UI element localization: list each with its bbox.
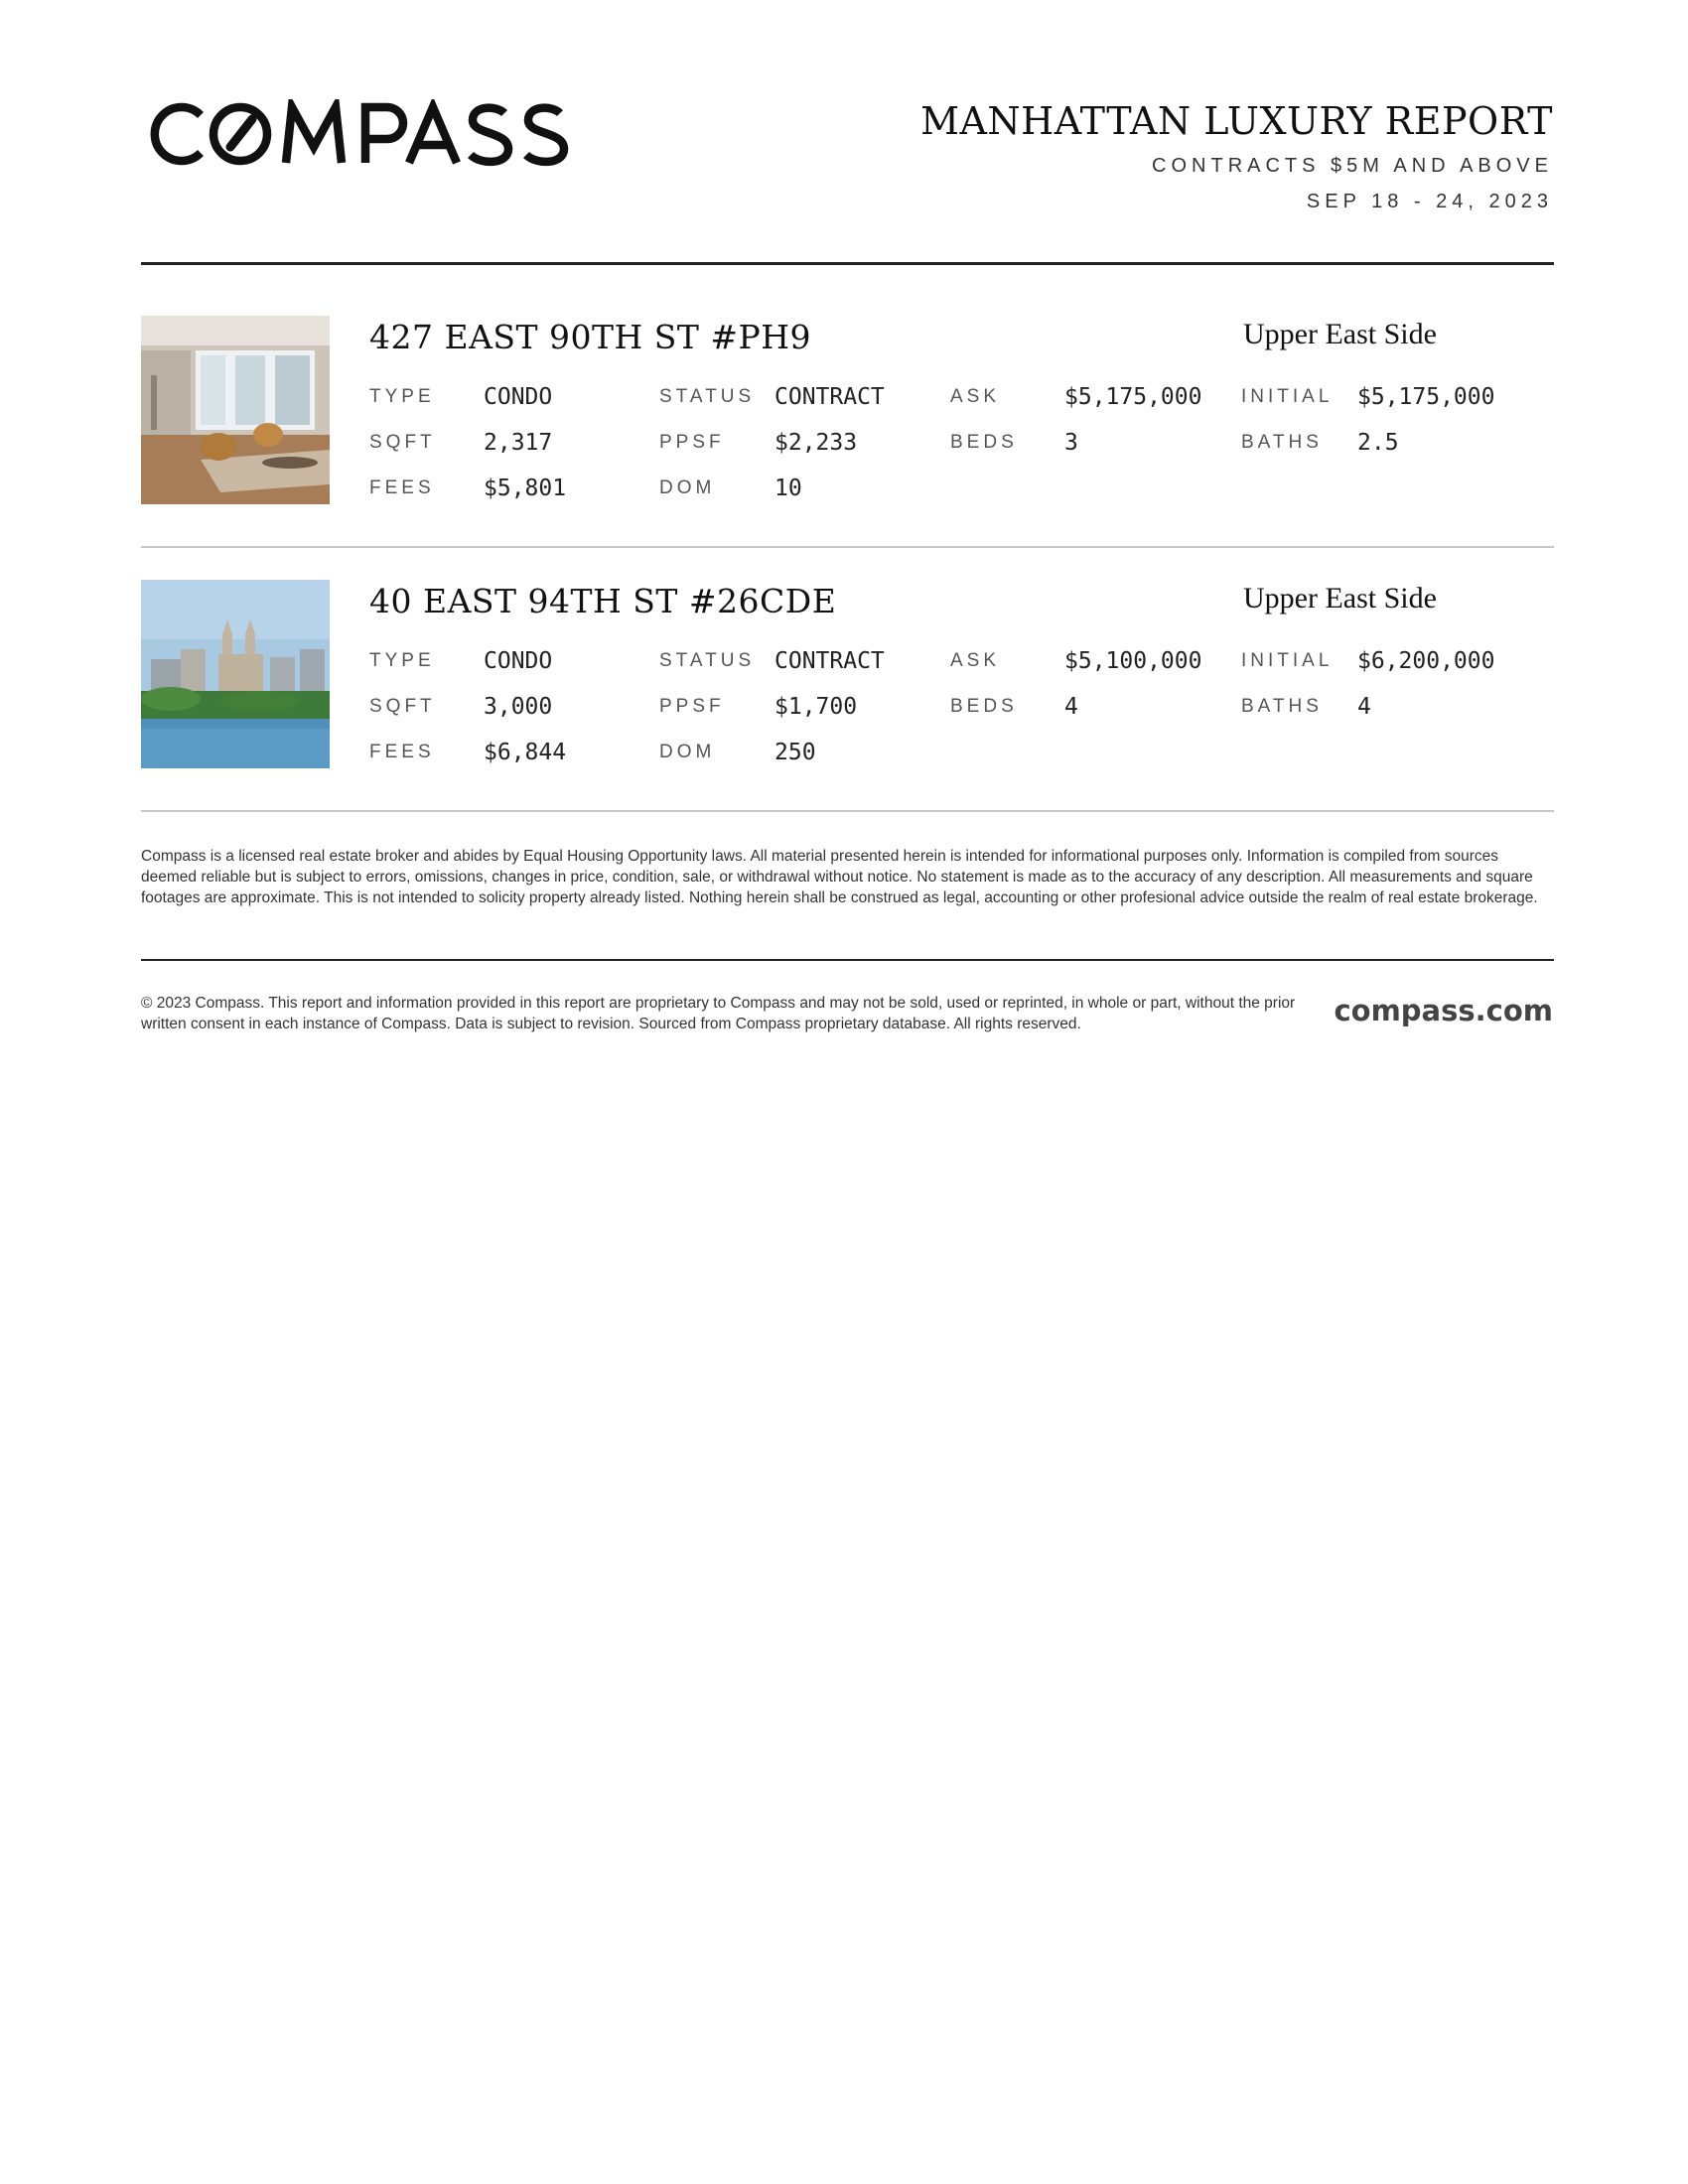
- type-label: TYPE: [369, 650, 435, 671]
- compass-logo: [143, 99, 570, 169]
- ppsf-label: PPSF: [659, 432, 725, 453]
- dom-label: DOM: [659, 742, 716, 762]
- beds-label: BEDS: [950, 432, 1018, 453]
- ask-value: $5,175,000: [1064, 384, 1202, 410]
- initial-label: INITIAL: [1241, 386, 1334, 407]
- ppsf-label: PPSF: [659, 696, 725, 717]
- sqft-value: 2,317: [484, 430, 553, 456]
- beds-value: 3: [1064, 430, 1078, 456]
- dom-value: 250: [774, 740, 816, 765]
- listing-card: [141, 316, 1554, 549]
- type-label: TYPE: [369, 386, 435, 407]
- report-subtitle: CONTRACTS $5M AND ABOVE: [1152, 155, 1553, 177]
- dom-value: 10: [774, 476, 802, 501]
- copyright-notice: © 2023 Compass. This report and information provided in this report are proprietary to Compass and may not be sold, used or reprinted, in whole or part, without the prior written consent in each instance of Compass. Data is subject to revision. Sourced from Compass proprietary database. All rights reserved.: [141, 995, 1296, 1032]
- baths-label: BATHS: [1241, 432, 1323, 453]
- central-park-reservoir-photo: [141, 580, 330, 768]
- sqft-value: 3,000: [484, 694, 553, 720]
- footer-divider: [141, 959, 1554, 961]
- fees-label: FEES: [369, 742, 435, 762]
- listing-address: 40 EAST 94TH ST #26CDE: [369, 582, 837, 620]
- sqft-label: SQFT: [369, 432, 436, 453]
- initial-value: $5,175,000: [1357, 384, 1495, 410]
- fees-value: $6,844: [484, 740, 567, 765]
- ask-label: ASK: [950, 386, 1001, 407]
- ppsf-value: $2,233: [774, 430, 858, 456]
- listing-divider: [141, 546, 1554, 548]
- baths-value: 2.5: [1357, 430, 1399, 456]
- status-value: CONTRACT: [774, 384, 885, 410]
- ppsf-value: $1,700: [774, 694, 858, 720]
- listing-divider: [141, 810, 1554, 812]
- beds-value: 4: [1064, 694, 1078, 720]
- living-room-photo: [141, 316, 330, 504]
- sqft-label: SQFT: [369, 696, 436, 717]
- type-value: CONDO: [484, 384, 553, 410]
- fees-label: FEES: [369, 478, 435, 498]
- fees-value: $5,801: [484, 476, 567, 501]
- header-divider: [141, 262, 1554, 265]
- initial-label: INITIAL: [1241, 650, 1334, 671]
- ask-value: $5,100,000: [1064, 648, 1202, 674]
- ask-label: ASK: [950, 650, 1001, 671]
- beds-label: BEDS: [950, 696, 1018, 717]
- baths-label: BATHS: [1241, 696, 1323, 717]
- legal-disclaimer: Compass is a licensed real estate broker and abides by Equal Housing Opportunity laws. All material presented herein is intended for informational purposes only. Information is compiled from sources deemed reliable but is subject to errors, omissions, changes in price, condition, sale, or withdrawal without notice. No statement is made as to the accuracy of any description. All measurements and square footages are approximate. This is not intended to solicity property already listed. Nothing herein shall be construed as legal, accounting or other profesional advice outside the realm of real estate brokerage.: [141, 848, 1538, 906]
- baths-value: 4: [1357, 694, 1371, 720]
- website-link[interactable]: compass.com: [1334, 994, 1553, 1027]
- report-date-range: SEP 18 - 24, 2023: [1306, 191, 1553, 212]
- initial-value: $6,200,000: [1357, 648, 1495, 674]
- listing-neighborhood: Upper East Side: [1243, 318, 1437, 350]
- status-label: STATUS: [659, 650, 756, 671]
- type-value: CONDO: [484, 648, 553, 674]
- dom-label: DOM: [659, 478, 716, 498]
- listing-card: [141, 580, 1554, 813]
- status-label: STATUS: [659, 386, 756, 407]
- report-title: MANHATTAN LUXURY REPORT: [920, 99, 1553, 143]
- listing-neighborhood: Upper East Side: [1243, 582, 1437, 614]
- status-value: CONTRACT: [774, 648, 885, 674]
- listing-address: 427 EAST 90TH ST #PH9: [369, 318, 812, 356]
